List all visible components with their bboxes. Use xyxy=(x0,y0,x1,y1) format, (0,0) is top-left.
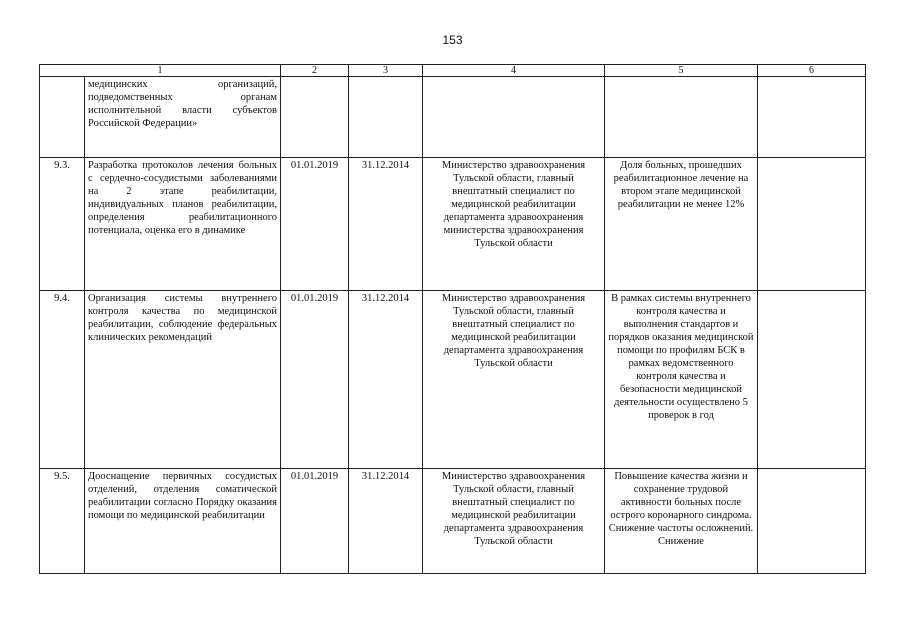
header-col-2: 2 xyxy=(281,65,349,77)
header-row xyxy=(40,65,866,77)
end-date: 31.12.2014 xyxy=(349,158,423,291)
header-col-1: 1 xyxy=(40,65,281,77)
header-col-4: 4 xyxy=(423,65,605,77)
responsible xyxy=(423,77,605,158)
indicator: В рамках системы внутреннего контроля качества и выполнения стандартов и порядков оказания медицинской помощи по профилям БСК в рамках ведомственного контроля качества и безопасности медицинской деятельности осуществлено 5 проверок в год xyxy=(605,291,758,469)
indicator xyxy=(605,77,758,158)
indicator: Повышение качества жизни и сохранение трудовой активности больных после острого коронарного синдрома. Снижение частоты осложнений. Снижение xyxy=(605,469,758,574)
start-date: 01.01.2019 xyxy=(281,158,349,291)
row-number: 9.3. xyxy=(40,158,85,291)
table-row xyxy=(40,291,866,469)
note xyxy=(758,77,866,158)
table-row xyxy=(40,469,866,574)
header-col-3: 3 xyxy=(349,65,423,77)
row-number: 9.4. xyxy=(40,291,85,469)
responsible: Министерство здравоохранения Тульской области, главный внештатный специалист по медицинской реабилитации департамента здравоохранения министерства здравоохранения Тульской области xyxy=(423,158,605,291)
page-number: 153 xyxy=(442,33,463,47)
row-number xyxy=(40,77,85,158)
note xyxy=(758,291,866,469)
plan-table xyxy=(39,64,866,574)
table-row xyxy=(40,77,866,158)
indicator: Доля больных, прошедших реабилитационное лечение на втором этапе медицинской реабилитации не менее 12% xyxy=(605,158,758,291)
activity-name: Дооснащение первичных сосудистых отделений, отделения соматической реабилитации согласно Порядку оказания помощи по медицинской реабилитации xyxy=(85,469,281,574)
header-col-6: 6 xyxy=(758,65,866,77)
start-date xyxy=(281,77,349,158)
start-date: 01.01.2019 xyxy=(281,469,349,574)
note xyxy=(758,469,866,574)
table-row xyxy=(40,158,866,291)
activity-name: Организация системы внутреннего контроля качества по медицинской реабилитации, соблюдение федеральных клинических рекомендаций xyxy=(85,291,281,469)
responsible: Министерство здравоохранения Тульской области, главный внештатный специалист по медицинской реабилитации департамента здравоохранения Тульской области xyxy=(423,469,605,574)
note xyxy=(758,158,866,291)
end-date: 31.12.2014 xyxy=(349,291,423,469)
start-date: 01.01.2019 xyxy=(281,291,349,469)
end-date: 31.12.2014 xyxy=(349,469,423,574)
activity-name: медицинских организаций, подведомственных органам исполнительной власти субъектов Российской Федерации» xyxy=(85,77,281,158)
header-col-5: 5 xyxy=(605,65,758,77)
responsible: Министерство здравоохранения Тульской области, главный внештатный специалист по медицинской реабилитации департамента здравоохранения Тульской области xyxy=(423,291,605,469)
activity-name: Разработка протоколов лечения больных с сердечно-сосудистыми заболеваниями на 2 этапе реабилитации, индивидуальных планов реабилитации, определения реабилитационного потенциала, оценка его в динамике xyxy=(85,158,281,291)
end-date xyxy=(349,77,423,158)
row-number: 9.5. xyxy=(40,469,85,574)
